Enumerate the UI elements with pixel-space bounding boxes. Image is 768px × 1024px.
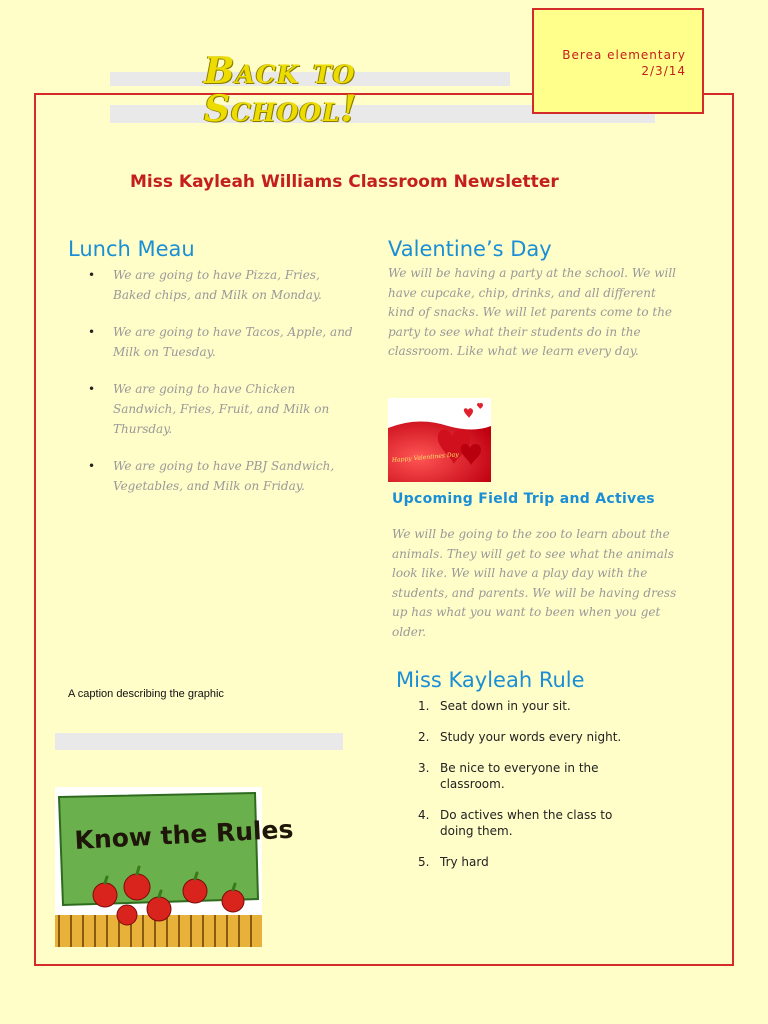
title-line-2: School!	[204, 88, 358, 130]
rule-number: 5.	[418, 855, 430, 869]
list-item: • We are going to have Tacos, Apple, and Milk on Tuesday.	[68, 322, 358, 362]
apples-icon	[55, 787, 295, 947]
rule-number: 4.	[418, 808, 430, 822]
list-item	[415, 854, 645, 870]
list-item	[415, 729, 645, 745]
rule-number: 1.	[418, 699, 430, 713]
list-item: • We are going to have PBJ Sandwich, Vegetables, and Milk on Friday.	[68, 456, 358, 496]
rule-number: 2.	[418, 730, 430, 744]
lunch-menu-list	[68, 265, 358, 513]
list-item: • We are going to have Pizza, Fries, Baked chips, and Milk on Monday.	[68, 265, 358, 305]
date-box	[532, 8, 704, 114]
valentines-heading: Valentine’s Day	[388, 237, 552, 261]
know-the-rules-image	[55, 787, 295, 947]
school-name: Berea elementary	[562, 48, 686, 62]
field-trip-heading: Upcoming Field Trip and Actives	[392, 491, 655, 507]
rule-text: Do actives when the class to doing them.	[440, 808, 613, 838]
list-item	[415, 807, 645, 839]
caption-stripe	[55, 733, 343, 750]
rules-heading: Miss Kayleah Rule	[396, 668, 585, 692]
field-trip-body: We will be going to the zoo to learn about the animals. They will get to see what the animals look like. We will have a play day with the students, and parents. We will be having dress up has what you want to been when you get older.	[392, 527, 677, 639]
list-item: • We are going to have Chicken Sandwich, Fries, Fruit, and Milk on Thursday.	[68, 379, 358, 439]
rule-number: 3.	[418, 761, 430, 775]
rule-text: Try hard	[440, 855, 489, 869]
list-item	[415, 760, 645, 792]
lunch-menu-heading: Lunch Meau	[68, 237, 195, 261]
rule-text: Seat down in your sit.	[440, 699, 571, 713]
rule-text: Study your words every night.	[440, 730, 622, 744]
valentines-image	[388, 398, 491, 482]
know-the-rules-text: Know the Rules	[73, 814, 295, 855]
issue-date: 2/3/14	[641, 64, 686, 78]
list-item	[415, 698, 645, 714]
rules-list	[415, 698, 645, 885]
valentines-body: We will be having a party at the school. We will have cupcake, chip, drinks, and all different kind of snacks. We will let parents come to the party to see what their students do in the classroom. Like what we learn every day.	[388, 266, 676, 358]
newsletter-banner-title	[204, 52, 464, 128]
hearts-icon	[388, 398, 491, 482]
title-line-1: Back to	[204, 50, 356, 92]
newsletter-title: Miss Kayleah Williams Classroom Newsletter	[130, 172, 559, 192]
graphic-caption: A caption describing the graphic	[68, 688, 224, 700]
valentines-image-text: Happy Valentines Day	[391, 451, 459, 464]
rule-text: Be nice to everyone in the classroom.	[440, 761, 599, 791]
